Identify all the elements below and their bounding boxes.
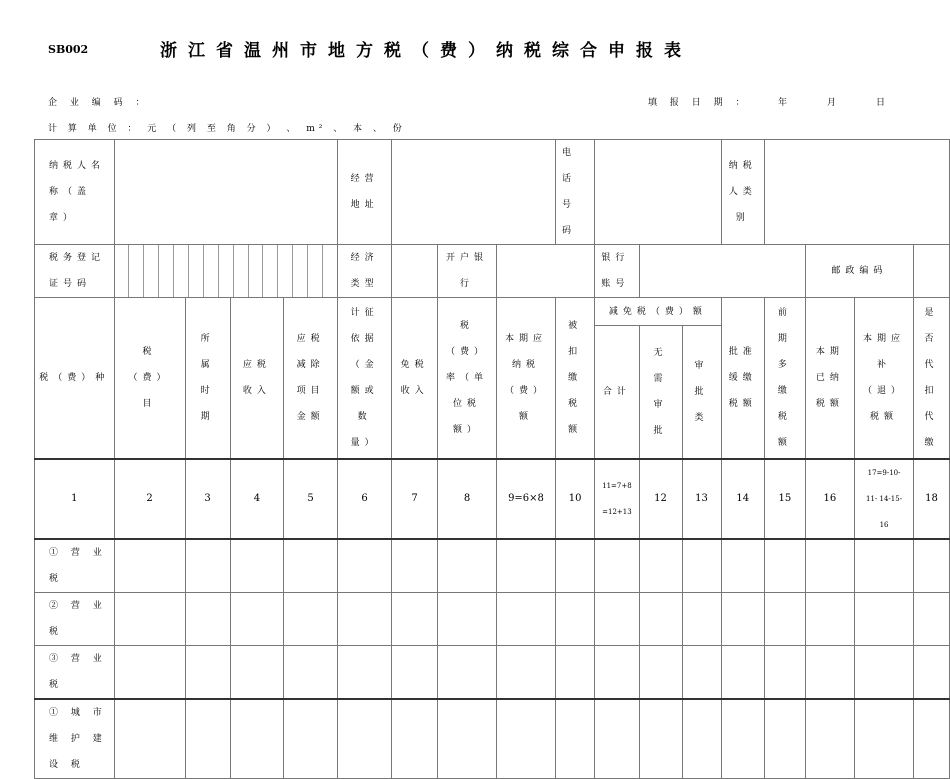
- cell[interactable]: [805, 539, 854, 593]
- col-tax-type: 税（费）种: [35, 298, 115, 459]
- month-label: 月: [827, 98, 842, 108]
- cell[interactable]: [497, 699, 556, 779]
- col-exempt-income: 免税收入: [392, 298, 438, 459]
- col-number: 14: [721, 459, 765, 539]
- postcode-field[interactable]: [914, 245, 950, 298]
- taxpayer-type-field[interactable]: [765, 140, 950, 245]
- cell[interactable]: [230, 592, 284, 645]
- cell[interactable]: [682, 699, 721, 779]
- cell[interactable]: [284, 699, 338, 779]
- col-no-approval: 无需审批: [639, 326, 682, 459]
- taxpayer-name-field[interactable]: [114, 140, 337, 245]
- col-rate: 税（费）率（单位税额）: [438, 298, 497, 459]
- col-deductions: 应税减除项目金额: [284, 298, 338, 459]
- table-row: [35, 699, 950, 779]
- postcode-label: 邮政编码: [805, 245, 913, 298]
- row-label: ③ 营 业 税: [35, 645, 115, 699]
- unit-label: 计 算 单 位 ： 元 （ 列 至 角 分 ） 、 m² 、 本 、 份: [48, 124, 406, 134]
- cell[interactable]: [392, 592, 438, 645]
- col-number: 5: [284, 459, 338, 539]
- col-withholding-flag: 是否代扣代缴: [914, 298, 950, 459]
- fill-date-label: 填 报 日 期 ：: [648, 98, 750, 108]
- cell[interactable]: [805, 592, 854, 645]
- account-label: 银行账号: [595, 245, 639, 298]
- cell[interactable]: [392, 539, 438, 593]
- cell[interactable]: [855, 539, 914, 593]
- cell[interactable]: [114, 539, 185, 593]
- col-taxable-income: 应税收入: [230, 298, 284, 459]
- row-label: ② 营 业 税: [35, 592, 115, 645]
- col-basis: 计征依据（金额或数量）: [338, 298, 392, 459]
- col-number: 6: [338, 459, 392, 539]
- cell[interactable]: [914, 592, 950, 645]
- bank-label: 开户银行: [438, 245, 497, 298]
- col-tax-payable: 本期应纳税（费）额: [497, 298, 556, 459]
- col-total: 合计: [595, 326, 639, 459]
- col-deferred: 批准缓缴税额: [721, 298, 765, 459]
- form-code: SB002: [48, 43, 89, 56]
- company-code-label: 企 业 编 码 ：: [48, 98, 150, 108]
- cell[interactable]: [438, 699, 497, 779]
- cell[interactable]: [639, 699, 682, 779]
- table-row: [35, 592, 950, 645]
- col-number: 10: [556, 459, 595, 539]
- tax-form-table: [34, 139, 950, 779]
- econ-type-label: 经济类型: [338, 245, 392, 298]
- col-number: 9=6×8: [497, 459, 556, 539]
- cell[interactable]: [556, 592, 595, 645]
- cell[interactable]: [338, 592, 392, 645]
- cell[interactable]: [595, 539, 639, 593]
- cell[interactable]: [338, 539, 392, 593]
- col-number: 7: [392, 459, 438, 539]
- col-overpaid: 前期多缴税额: [765, 298, 806, 459]
- taxpayer-name-label: 纳税人名称（盖章）: [35, 140, 115, 245]
- col-number: 8: [438, 459, 497, 539]
- cell[interactable]: [721, 699, 765, 779]
- cell[interactable]: [438, 592, 497, 645]
- cell[interactable]: [595, 699, 639, 779]
- col-approval: 审批类: [682, 326, 721, 459]
- cell[interactable]: [185, 539, 230, 593]
- cell[interactable]: [765, 699, 806, 779]
- day-label: 日: [876, 98, 891, 108]
- row-label: ① 营 业 税: [35, 539, 115, 593]
- cell[interactable]: [639, 539, 682, 593]
- cell[interactable]: [855, 699, 914, 779]
- col-number: 4: [230, 459, 284, 539]
- cell[interactable]: [682, 539, 721, 593]
- business-address-field[interactable]: [392, 140, 556, 245]
- cell[interactable]: [595, 592, 639, 645]
- cell[interactable]: [556, 699, 595, 779]
- col-supplement: 本期应补（退）税额: [855, 298, 914, 459]
- cell[interactable]: [185, 699, 230, 779]
- col-number: 2: [114, 459, 185, 539]
- cell[interactable]: [230, 539, 284, 593]
- col-number: 3: [185, 459, 230, 539]
- cell[interactable]: [230, 699, 284, 779]
- account-field[interactable]: [639, 245, 805, 298]
- row-label: ① 城 市 维 护 建 设 税: [35, 699, 115, 779]
- cell[interactable]: [914, 699, 950, 779]
- column-number-row: [35, 459, 950, 539]
- col-number: 17=9-10-11- 14-15-16: [855, 459, 914, 539]
- year-label: 年: [778, 98, 793, 108]
- cell[interactable]: [765, 539, 806, 593]
- cell[interactable]: [682, 592, 721, 645]
- cell[interactable]: [721, 592, 765, 645]
- econ-type-field[interactable]: [392, 245, 438, 298]
- cell[interactable]: [765, 592, 806, 645]
- page-title: 浙江省温州市地方税（费）纳税综合申报表: [160, 41, 692, 61]
- table-row: [35, 539, 950, 593]
- business-address-label: 经营地址: [338, 140, 392, 245]
- col-period: 所属时期: [185, 298, 230, 459]
- col-number: 18: [914, 459, 950, 539]
- cell[interactable]: [284, 592, 338, 645]
- phone-label: 电话号码: [556, 140, 595, 245]
- col-number: 11=7+8 =12+13: [595, 459, 639, 539]
- cell[interactable]: [855, 592, 914, 645]
- cell[interactable]: [497, 539, 556, 593]
- col-number: 12: [639, 459, 682, 539]
- col-paid: 本期已纳税额: [805, 298, 854, 459]
- col-group-reduction: 减免税（费）额: [595, 298, 721, 326]
- tax-reg-field[interactable]: [114, 245, 337, 298]
- col-number: 15: [765, 459, 806, 539]
- cell[interactable]: [338, 699, 392, 779]
- taxpayer-type-label: 纳税人类别: [721, 140, 765, 245]
- cell[interactable]: [721, 539, 765, 593]
- cell[interactable]: [114, 699, 185, 779]
- cell[interactable]: [114, 592, 185, 645]
- cell[interactable]: [392, 699, 438, 779]
- tax-reg-label: 税务登记证号码: [35, 245, 115, 298]
- cell[interactable]: [639, 592, 682, 645]
- cell[interactable]: [438, 539, 497, 593]
- col-number: 16: [805, 459, 854, 539]
- cell[interactable]: [914, 539, 950, 593]
- col-number: 13: [682, 459, 721, 539]
- cell[interactable]: [556, 539, 595, 593]
- cell[interactable]: [805, 699, 854, 779]
- cell[interactable]: [185, 592, 230, 645]
- col-withheld: 被扣缴税额: [556, 298, 595, 459]
- col-number: 1: [35, 459, 115, 539]
- cell[interactable]: [284, 539, 338, 593]
- bank-field[interactable]: [497, 245, 595, 298]
- cell[interactable]: [497, 592, 556, 645]
- col-tax-item: 税（费）目: [114, 298, 185, 459]
- phone-field[interactable]: [595, 140, 721, 245]
